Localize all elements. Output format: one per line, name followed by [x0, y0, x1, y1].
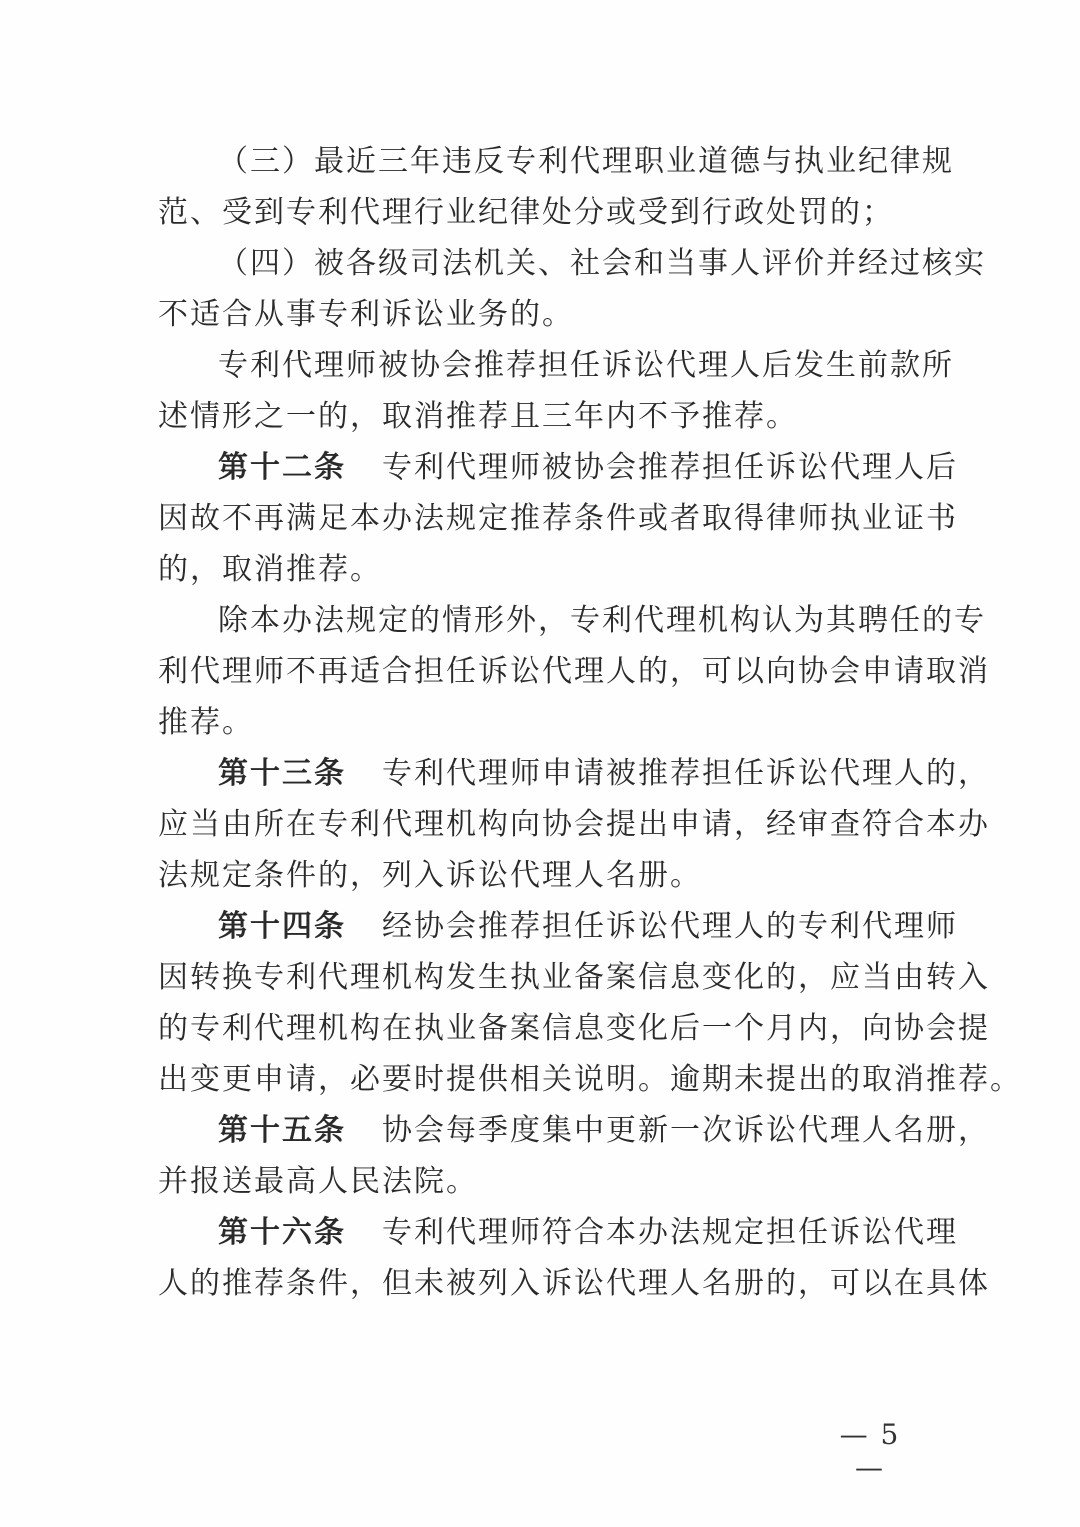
article-16-line — [158, 1207, 958, 1258]
text-line: 推荐。 — [158, 705, 254, 740]
text-line: 范、受到专利代理行业纪律处分或受到行政处罚的； — [158, 195, 894, 230]
article-14-line — [158, 901, 958, 952]
article-15-line — [158, 1105, 990, 1156]
text-line: 因故不再满足本办法规定推荐条件或者取得律师执业证书 — [158, 501, 958, 536]
text-line: 经协会推荐担任诉讼代理人的专利代理师 — [382, 909, 958, 944]
text-line: 专利代理师申请被推荐担任诉讼代理人的， — [382, 756, 990, 791]
article-12-heading: 第十二条 — [218, 450, 346, 485]
text-line: 因转换专利代理机构发生执业备案信息变化的，应当由转入 — [158, 960, 990, 995]
text-line: （三）最近三年违反专利代理职业道德与执业纪律规 — [218, 144, 954, 179]
article-16-heading: 第十六条 — [218, 1215, 346, 1250]
text-line: 述情形之一的，取消推荐且三年内不予推荐。 — [158, 399, 798, 434]
text-line: 的专利代理机构在执业备案信息变化后一个月内，向协会提 — [158, 1011, 990, 1046]
article-12-line — [158, 442, 958, 493]
text-line: 专利代理师符合本办法规定担任诉讼代理 — [382, 1215, 958, 1250]
text-line: 协会每季度集中更新一次诉讼代理人名册， — [382, 1113, 990, 1148]
text-line: （四）被各级司法机关、社会和当事人评价并经过核实 — [218, 246, 986, 281]
article-13-line — [158, 748, 990, 799]
text-line: 并报送最高人民法院。 — [158, 1164, 478, 1199]
text-line: 应当由所在专利代理机构向协会提出申请，经审查符合本办 — [158, 807, 990, 842]
article-13-heading: 第十三条 — [218, 756, 346, 791]
text-line: 法规定条件的，列入诉讼代理人名册。 — [158, 858, 702, 893]
text-line: 利代理师不再适合担任诉讼代理人的，可以向协会申请取消 — [158, 654, 990, 689]
text-line: 专利代理师被协会推荐担任诉讼代理人后 — [382, 450, 958, 485]
article-15-heading: 第十五条 — [218, 1113, 346, 1148]
text-line: 专利代理师被协会推荐担任诉讼代理人后发生前款所 — [218, 348, 954, 383]
article-14-heading: 第十四条 — [218, 909, 346, 944]
text-line: 人的推荐条件，但未被列入诉讼代理人名册的，可以在具体 — [158, 1266, 990, 1301]
text-line: 出变更申请，必要时提供相关说明。逾期未提出的取消推荐。 — [158, 1062, 1022, 1097]
text-line: 除本办法规定的情形外，专利代理机构认为其聘任的专 — [218, 603, 986, 638]
text-line: 的，取消推荐。 — [158, 552, 382, 587]
page-number: — 5 — — [839, 1418, 901, 1484]
text-line: 不适合从事专利诉讼业务的。 — [158, 297, 574, 332]
document-body — [158, 136, 1022, 1309]
